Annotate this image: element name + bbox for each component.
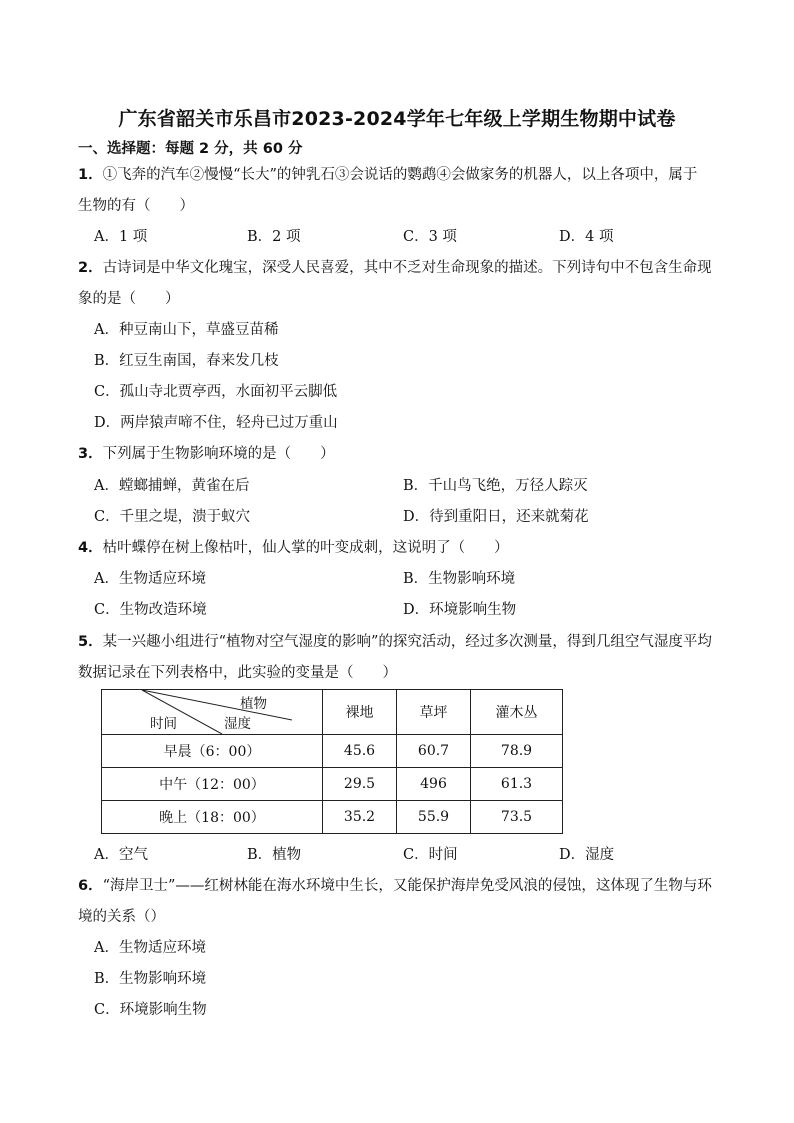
table-column-header: 裸地	[323, 690, 397, 735]
corner-label-humidity: 湿度	[224, 716, 251, 732]
question-3-number: 3．	[78, 446, 103, 462]
question-4-number: 4．	[78, 540, 103, 556]
question-3-line-1	[78, 444, 335, 464]
question-5-option-b: B．植物	[247, 847, 302, 863]
section-heading: 一、选择题：每题 2 分，共 60 分	[78, 141, 303, 157]
question-1-text: ①飞奔的汽车②慢慢“长大”的钟乳石③会说话的鹦鹉④会做家务的机器人，以上各项中，属于	[102, 167, 698, 183]
question-2-option-a: A．种豆南山下，草盛豆苗稀	[94, 322, 279, 338]
table-cell: 496	[397, 768, 471, 801]
table-row	[102, 801, 563, 834]
table-header-row	[102, 690, 563, 735]
question-2-line-2: 象的是（ ）	[78, 291, 180, 307]
table-corner-cell	[102, 690, 323, 735]
table-row-label: 早晨（6：00）	[102, 735, 323, 768]
question-1-number: 1．	[78, 167, 103, 183]
question-6-text: “海岸卫士”——红树林能在海水环境中生长，又能保护海岸免受风浪的侵蚀，这体现了生物与环	[102, 878, 712, 894]
question-2-option-b: B．红豆生南国，春来发几枝	[94, 353, 279, 369]
table-column-header: 灌木丛	[471, 690, 563, 735]
table-row	[102, 768, 563, 801]
question-6-number: 6．	[78, 878, 103, 894]
table-cell: 45.6	[323, 735, 397, 768]
question-3-option-d: D．待到重阳日，还来就菊花	[403, 509, 589, 525]
question-6-option-b: B．生物影响环境	[94, 971, 207, 987]
table-column-header: 草坪	[397, 690, 471, 735]
question-6-option-c: C．环境影响生物	[94, 1002, 207, 1018]
table-cell: 61.3	[471, 768, 563, 801]
table-cell: 60.7	[397, 735, 471, 768]
table-cell: 35.2	[323, 801, 397, 834]
humidity-table	[101, 689, 563, 834]
question-4-line-1	[78, 538, 509, 558]
diagonal-lines	[102, 690, 322, 734]
question-2-option-c: C．孤山寺北贾亭西，水面初平云脚低	[94, 384, 338, 400]
table-cell: 29.5	[323, 768, 397, 801]
question-2-text: 古诗词是中华文化瑰宝，深受人民喜爱，其中不乏对生命现象的描述。下列诗句中不包含生命现	[102, 260, 712, 276]
corner-label-time: 时间	[150, 716, 177, 732]
question-4-option-a: A．生物适应环境	[94, 571, 206, 587]
question-1-line-2: 生物的有（ ）	[78, 198, 194, 214]
diagonal-header	[102, 690, 322, 734]
table-cell: 78.9	[471, 735, 563, 768]
question-1-option-d: D．4 项	[559, 229, 614, 245]
question-3-text: 下列属于生物影响环境的是（ ）	[102, 446, 335, 462]
question-2-option-d: D．两岸猿声啼不住，轻舟已过万重山	[94, 415, 338, 431]
question-3-option-c: C．千里之堤，溃于蚁穴	[94, 509, 251, 525]
table-cell: 73.5	[471, 801, 563, 834]
question-2-line-1	[78, 258, 712, 278]
table-row-label: 中午（12：00）	[102, 768, 323, 801]
question-4-option-b: B．生物影响环境	[403, 571, 516, 587]
table-row	[102, 735, 563, 768]
question-3-option-b: B．千山鸟飞绝，万径人踪灭	[403, 478, 588, 494]
table-row-label: 晚上（18：00）	[102, 801, 323, 834]
exam-title: 广东省韶关市乐昌市2023-2024学年七年级上学期生物期中试卷	[118, 108, 676, 130]
question-5-option-d: D．湿度	[559, 847, 615, 863]
corner-label-plant: 植物	[240, 696, 267, 712]
question-6-line-2: 境的关系（）	[78, 909, 165, 925]
question-1-line-1	[78, 165, 697, 185]
question-4-text: 枯叶蝶停在树上像枯叶，仙人掌的叶变成刺，这说明了（ ）	[102, 540, 509, 556]
question-1-option-a: A．1 项	[94, 229, 148, 245]
question-1-option-b: B．2 项	[247, 229, 301, 245]
question-6-line-1	[78, 876, 712, 896]
table-cell: 55.9	[397, 801, 471, 834]
question-5-line-1	[78, 632, 712, 652]
question-4-option-c: C．生物改造环境	[94, 602, 207, 618]
question-1-option-c: C．3 项	[403, 229, 457, 245]
question-3-option-a: A．螳螂捕蝉，黄雀在后	[94, 478, 250, 494]
question-5-number: 5．	[78, 634, 103, 650]
question-6-option-a: A．生物适应环境	[94, 940, 206, 956]
question-5-option-a: A．空气	[94, 847, 148, 863]
question-5-text: 某一兴趣小组进行“植物对空气湿度的影响”的探究活动，经过多次测量，得到几组空气湿度平均	[102, 634, 712, 650]
question-5-option-c: C．时间	[403, 847, 458, 863]
question-2-number: 2．	[78, 260, 103, 276]
question-4-option-d: D．环境影响生物	[403, 602, 517, 618]
question-5-line-2: 数据记录在下列表格中，此实验的变量是（ ）	[78, 665, 397, 681]
